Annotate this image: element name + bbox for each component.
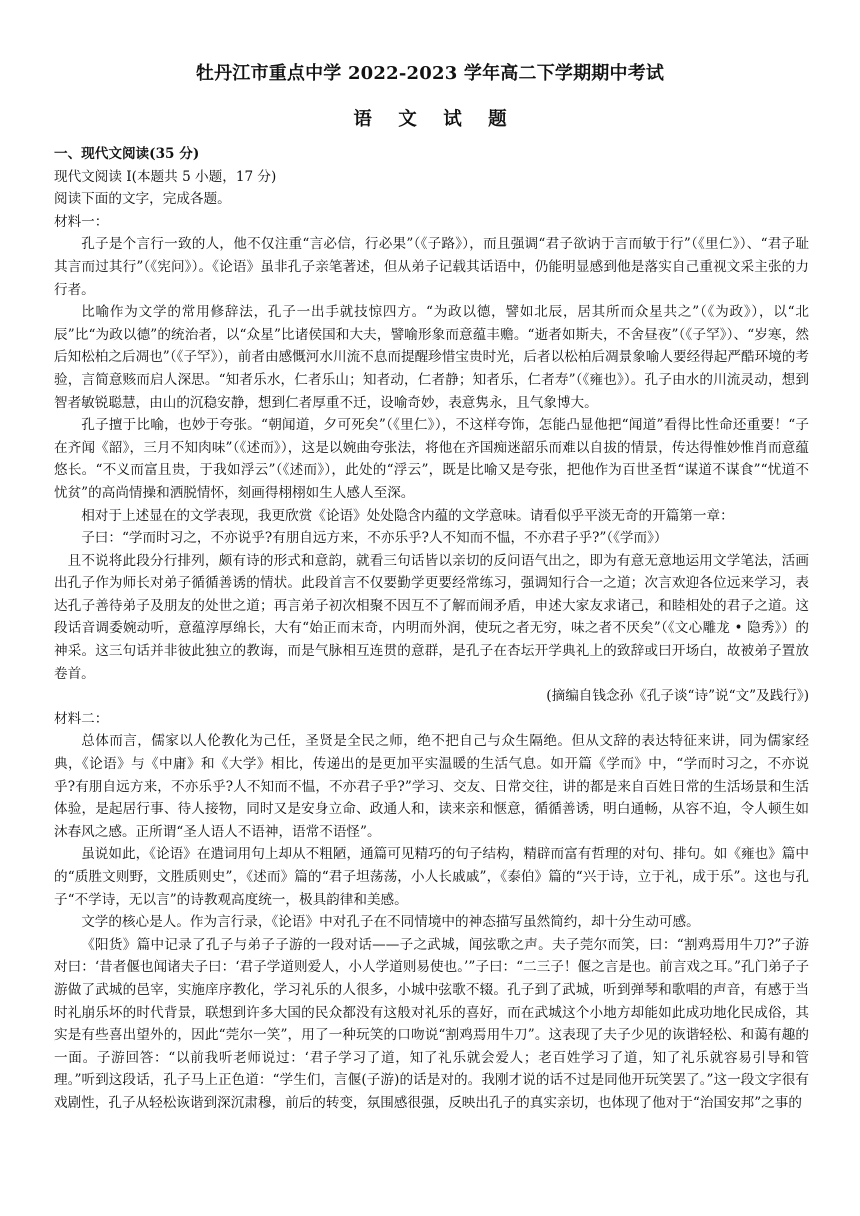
material-one-paragraph: 比喻作为文学的常用修辞法，孔子一出手就技惊四方。“为政以德，譬如北辰，居其所而众星共之”（《为政》），以“北辰”比“为政以德”的统治者，以“众星”比诸侯国和大夫，譬喻形象而意蕴丰赡。“逝者如斯夫，不舍昼夜”（《子罕》）、“岁寒，然后知松柏之后凋也”（《子罕》），前者由感慨河水川流不息而提醒珍惜宝贵时光，后者以松柏后凋景象喻人要经得起严酷环境的考验，言简意赅而启人深思。“知者乐水，仁者乐山；知者动，仁者静；知者乐，仁者寿”（《雍也》）。孔子由水的川流灵动，想到智者敏锐聪慧，由山的沉稳安静，想到仁者厚重不迁，设喻奇妙，表意隽永，且气象博大。: [54, 304, 809, 411]
section-subheading: 现代文阅读 I(本题共 5 小题，17 分): [54, 168, 277, 185]
material-one-paragraph: 孔子是个言行一致的人，他不仅注重“言必信，行必果”（《子路》），而且强调“君子欲讷于言而敏于行”（《里仁》）、“君子耻其言而过其行”（《宪问》）。《论语》虽非孔子亲笔著述，但从弟子记载其话语中，仍能明显感到他是落实自己重视文采主张的力行者。: [54, 236, 809, 298]
exam-subtitle: 语 文 试 题: [353, 109, 517, 130]
exam-title: 牡丹江市重点中学 2022-2023 学年高二下学期期中考试: [195, 63, 665, 84]
material-two-paragraph: 总体而言，儒家以人伦教化为己任，圣贤是全民之师，绝不把自己与众生隔绝。但从文辞的表达特征来讲，同为儒家经典，《论语》与《中庸》和《大学》相比，传递出的是更加平实温暖的生活气息。如开篇《学而》中，“学而时习之，不亦说乎?有朋自远方来，不亦乐乎?人不知而不愠，不亦君子乎?”学习、交友、日常交往，讲的都是来自百姓日常的生活场景和生活体验，是起居行事、待人接物，同时又是安身立命、政通人和，读来亲和惬意，循循善诱，明白通畅，从容不迫，令人顿生如沐春风之感。正所谓“圣人语人不语神，语常不语怪”。: [54, 733, 809, 840]
material-two-paragraph: 虽说如此，《论语》在遣词用句上却从不粗陋，通篇可见精巧的句子结构，精辟而富有哲理的对句、排句。如《雍也》篇中的“质胜文则野，文胜质则史”，《述而》篇的“君子坦荡荡，小人长戚戚”，《泰伯》篇的“兴于诗，立于礼，成于乐”。这也与孔子“不学诗，无以言”的诗教观高度统一，极具韵律和美感。: [54, 846, 809, 908]
material-one-quote: 子曰：“学而时习之，不亦说乎?有朋自远方来，不亦乐乎?人不知而不愠，不亦君子乎?”（《学而》）: [81, 530, 668, 547]
material-one-paragraph: 孔子擅于比喻，也妙于夸张。“朝闻道，夕可死矣”（《里仁》），不这样夸饰，怎能凸显他把“闻道”看得比性命还重要！“子在齐闻《韶》，三月不知肉味”（《述而》），这是以婉曲夸张法，将他在齐国痴迷韶乐而难以自拔的情景，传达得惟妙惟肖而意蕴悠长。“不义而富且贵，于我如浮云”（《述而》），此处的“浮云”，既是比喻又是夸张，把他作为百世圣哲“谋道不谋食”“忧道不忧贫”的高尚情操和洒脱情怀，刻画得栩栩如生人感人至深。: [54, 417, 809, 501]
material-one-label: 材料一：: [54, 213, 109, 230]
exam-body: [54, 143, 809, 1115]
material-one-paragraph: 相对于上述显在的文学表现，我更欣赏《论语》处处隐含内蕴的文学意味。请看似乎平淡无奇的开篇第一章：: [81, 507, 734, 524]
material-two-paragraph: 《阳货》篇中记录了孔子与弟子子游的一段对话——子之武城，闻弦歌之声。夫子莞尔而笑，曰：“割鸡焉用牛刀?”子游对曰：‘昔者偃也闻诸夫子曰：‘君子学道则爱人，小人学道则易使也。’”子曰：“二三子！偃之言是也。前言戏之耳。”孔门弟子子游做了武城的邑宰，实施庠序教化，学习礼乐的人很多，小城中弦歌不辍。孔子到了武城，听到弹琴和歌唱的声音，有感于当时礼崩乐坏的时代背景，联想到许多大国的民众都没有这般对礼乐的喜好，而在武城这个小地方却能如此成功地化民成俗，其实是有些喜出望外的，因此“莞尔一笑”，用了一种玩笑的口吻说“割鸡焉用牛刀”。这表现了夫子少见的诙谐轻松、和蔼有趣的一面。子游回答：“以前我听老师说过：‘君子学习了道，知了礼乐就会爱人；老百姓学习了道，知了礼乐就容易引导和管理。”听到这段话，孔子马上正色道：“学生们，言偃(子游)的话是对的。我刚才说的话不过是同他开玩笑罢了。”这一段文字很有戏剧性，孔子从轻松诙谐到深沉肃穆，前后的转变，氛围感很强，反映出孔子的真实亲切，也体现了他对于“治国安邦”之事的: [54, 936, 809, 1111]
material-two-paragraph: 文学的核心是人。作为言行录，《论语》中对孔子在不同情境中的神态描写虽然简约，却十分生动可感。: [81, 914, 700, 931]
material-two-label: 材料二：: [54, 710, 109, 727]
reading-instruction: 阅读下面的文字，完成各题。: [54, 191, 231, 208]
material-one-source: (摘编自钱念孙《孔子谈“诗”说“文”及践行》): [546, 688, 809, 705]
section-heading: 一、现代文阅读(35 分): [54, 146, 200, 162]
material-one-paragraph: 且不说将此段分行排列，颇有诗的形式和意韵，就看三句话皆以亲切的反问语气出之，即为有意无意地运用文学笔法，活画出孔子作为师长对弟子循循善诱的情状。此段首言不仅要勤学更要经常练习，强调知行合一之道；次言欢迎各位远来学习，表达孔子善待弟子及朋友的处世之道；再言弟子初次相聚不因互不了解而闹矛盾，申述大家友求诸己，和睦相处的君子之道。这段话音调委婉动听，意蕴淳厚绵长，大有“始正而末奇，内明而外润，使玩之者无穷，味之者不厌矣”（《文心雕龙 • 隐秀》）的神采。这三句话并非彼此独立的教诲，而是气脉相互连贯的意群，是孔子在杏坛开学典礼上的致辞或曰开场白，故被弟子置放卷首。: [54, 552, 809, 682]
